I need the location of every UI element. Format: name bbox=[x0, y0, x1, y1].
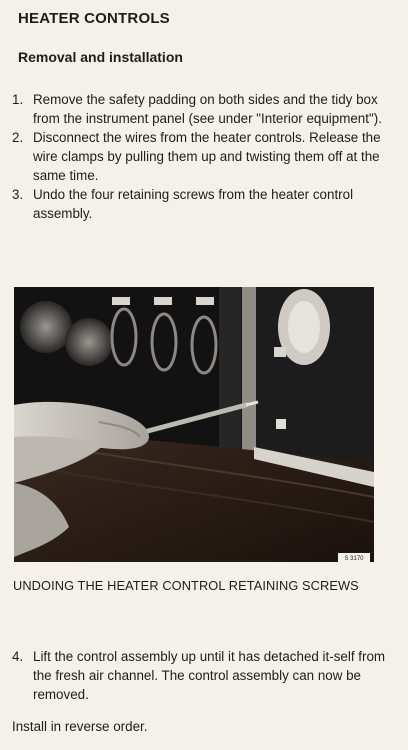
step-text: Undo the four retaining screws from the heater control assembly. bbox=[33, 187, 354, 221]
subsection-heading: Removal and installation bbox=[18, 49, 183, 65]
steps-list bbox=[12, 90, 392, 223]
figure-ref: S 3170 bbox=[344, 556, 364, 562]
step-number: 4. bbox=[12, 649, 24, 664]
list-item bbox=[12, 647, 392, 704]
step-number: 2. bbox=[12, 130, 24, 145]
step-text: Remove the safety padding on both sides and the tidy box from the instrument panel (see under "Interior equipment"). bbox=[33, 92, 382, 126]
list-item bbox=[12, 90, 392, 128]
list-item bbox=[12, 128, 392, 185]
heater-control-photo bbox=[14, 287, 374, 562]
photo-illustration bbox=[14, 287, 374, 562]
closing-note: Install in reverse order. bbox=[12, 719, 148, 734]
step-number: 1. bbox=[12, 92, 24, 107]
step-number: 3. bbox=[12, 187, 24, 202]
steps-list-continued bbox=[12, 647, 392, 704]
step-text: Disconnect the wires from the heater controls. Release the wire clamps by pulling them up and twisting them off at the same time. bbox=[33, 130, 381, 183]
section-heading: HEATER CONTROLS bbox=[18, 10, 170, 27]
step-text: Lift the control assembly up until it has detached it-self from the fresh air channel. The control assembly can now be removed. bbox=[33, 649, 386, 702]
figure-caption: UNDOING THE HEATER CONTROL RETAINING SCREWS bbox=[13, 578, 359, 593]
list-item bbox=[12, 185, 392, 223]
